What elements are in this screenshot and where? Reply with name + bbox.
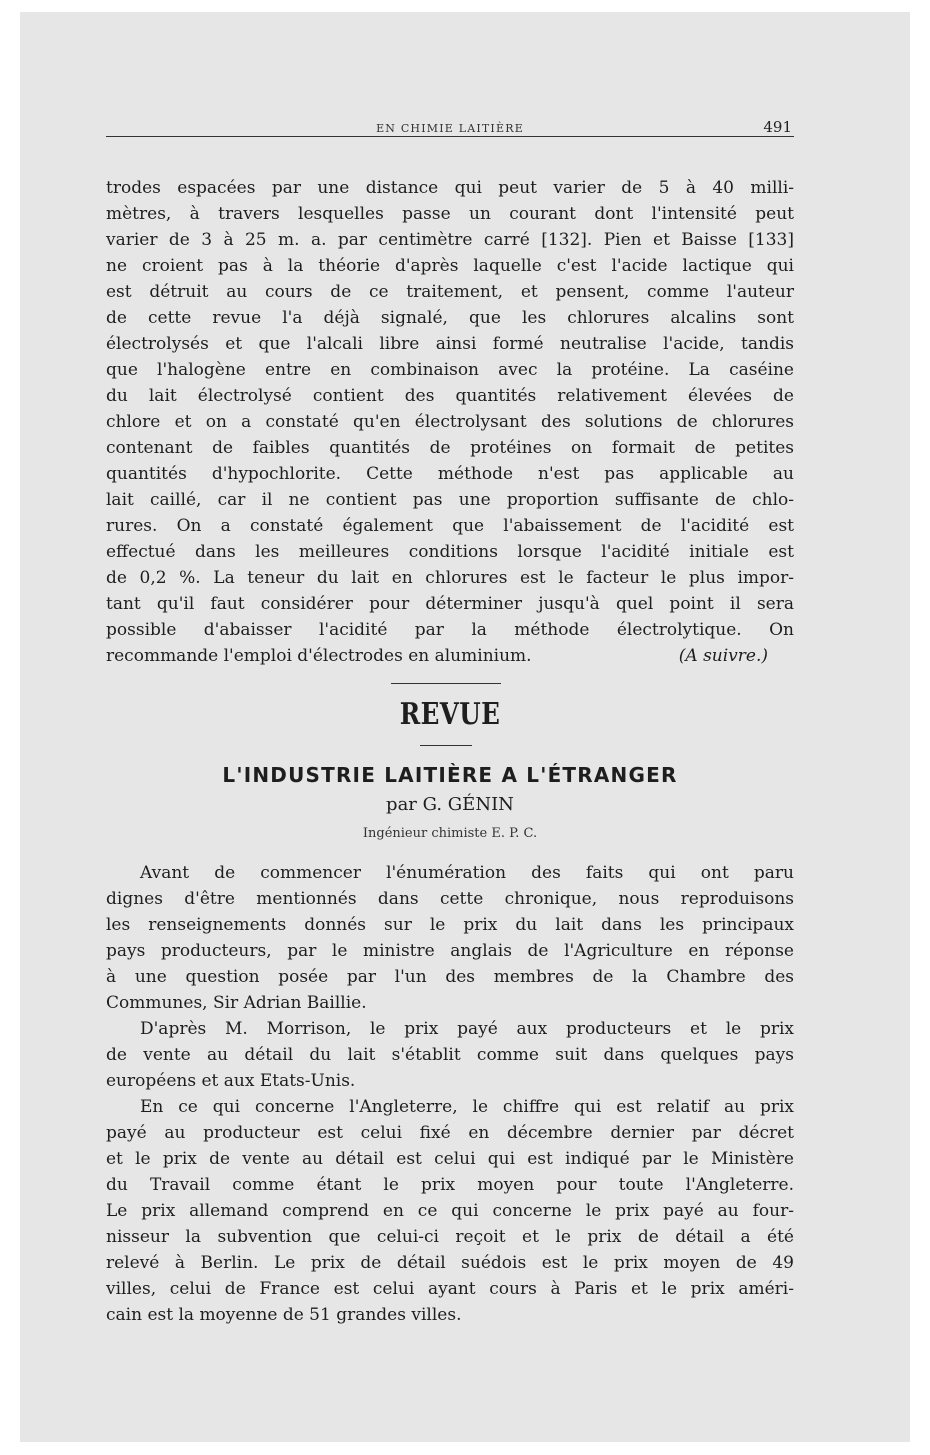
text-line: cain est la moyenne de 51 grandes villes. [106,1305,462,1325]
to-be-continued-note: (A suivre.) [678,646,768,666]
article-byline: par G. GÉNIN [386,794,514,815]
text-line: En ce qui concerne l'Angleterre, le chiffre qui est relatif au prix [140,1097,794,1117]
article-paragraph-2 [106,1016,794,1094]
article-paragraph-1 [106,860,794,1016]
text-line: électrolysés et que l'alcali libre ainsi formé neutralise l'acide, tandis [106,334,794,354]
text-line: de cette revue l'a déjà signalé, que les chlorures alcalins sont [106,308,794,328]
text-line: relevé à Berlin. Le prix de détail suédois est le prix moyen de 49 [106,1253,794,1273]
text-line: payé au producteur est celui fixé en décembre dernier par décret [106,1123,794,1143]
text-line: villes, celui de France est celui ayant cours à Paris et le prix améri- [106,1279,794,1299]
text-line: que l'halogène entre en combinaison avec la protéine. La caséine [106,360,794,380]
title-divider [420,745,472,746]
text-line: les renseignements donnés sur le prix du lait dans les principaux [106,915,794,935]
text-line: de vente au détail du lait s'établit comme suit dans quelques pays [106,1045,794,1065]
text-line: est détruit au cours de ce traitement, et pensent, comme l'auteur [106,282,794,302]
text-line: pays producteurs, par le ministre anglais de l'Agriculture en réponse [106,941,794,961]
text-line: mètres, à travers lesquelles passe un courant dont l'intensité peut [106,204,794,224]
text-line: possible d'abaisser l'acidité par la méthode électrolytique. On [106,620,794,640]
section-title: REVUE [399,697,501,732]
text-line: de 0,2 %. La teneur du lait en chlorures est le facteur le plus impor- [106,568,794,588]
continuation-paragraph [106,175,794,669]
text-line: tant qu'il faut considérer pour déterminer jusqu'à quel point il sera [106,594,794,614]
text-line: ne croient pas à la théorie d'après laquelle c'est l'acide lactique qui [106,256,794,276]
text-line: trodes espacées par une distance qui peut varier de 5 à 40 milli- [106,178,794,198]
text-line: quantités d'hypochlorite. Cette méthode n'est pas applicable au [106,464,794,484]
text-line: effectué dans les meilleures conditions lorsque l'acidité initiale est [106,542,794,562]
text-line: lait caillé, car il ne contient pas une proportion suffisante de chlo- [106,490,794,510]
text-line: Avant de commencer l'énumération des faits qui ont paru [140,863,794,883]
text-line: recommande l'emploi d'électrodes en aluminium. [106,646,532,666]
text-line: D'après M. Morrison, le prix payé aux producteurs et le prix [140,1019,794,1039]
text-line: nisseur la subvention que celui-ci reçoit et le prix de détail a été [106,1227,794,1247]
article-title: L'INDUSTRIE LAITIÈRE A L'ÉTRANGER [222,763,678,787]
author-affiliation: Ingénieur chimiste E. P. C. [362,826,538,841]
text-line: rures. On a constaté également que l'abaissement de l'acidité est [106,516,794,536]
text-line: chlore et on a constaté qu'en électrolysant des solutions de chlorures [106,412,794,432]
text-line: Le prix allemand comprend en ce qui concerne le prix payé au four- [106,1201,794,1221]
text-line: du Travail comme étant le prix moyen pour toute l'Angleterre. [106,1175,794,1195]
text-line: contenant de faibles quantités de protéines on formait de petites [106,438,794,458]
text-line: à une question posée par l'un des membres de la Chambre des [106,967,794,987]
text-line: dignes d'être mentionnés dans cette chronique, nous reproduisons [106,889,794,909]
text-line: Communes, Sir Adrian Baillie. [106,993,367,1013]
text-line: varier de 3 à 25 m. a. par centimètre carré [132]. Pien et Baisse [133] [106,230,794,250]
page-header [106,106,794,137]
article-paragraph-3 [106,1094,794,1328]
text-line-final [106,643,794,669]
section-divider [391,683,501,684]
text-line: et le prix de vente au détail est celui qui est indiqué par le Ministère [106,1149,794,1169]
page-number: 491 [763,118,792,136]
text-line: du lait électrolysé contient des quantités relativement élevées de [106,386,794,406]
text-line: européens et aux Etats-Unis. [106,1071,356,1091]
running-head: EN CHIMIE LAITIÈRE [376,122,524,135]
